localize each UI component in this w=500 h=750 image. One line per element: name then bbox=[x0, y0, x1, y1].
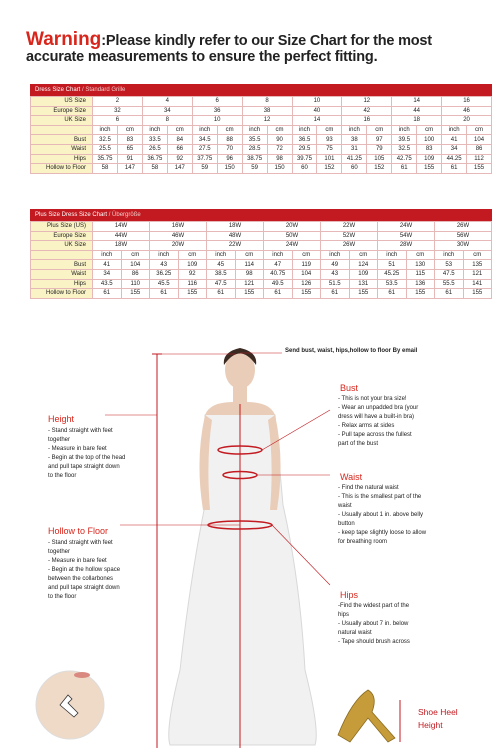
value-cell: 61 bbox=[207, 289, 236, 299]
unit-row bbox=[31, 125, 492, 135]
unit-cell: inch bbox=[321, 250, 350, 260]
value-cell: 101 bbox=[317, 154, 342, 164]
warning-word: Warning bbox=[26, 29, 102, 50]
value-cell: 152 bbox=[317, 164, 342, 174]
dress-shape bbox=[169, 408, 317, 746]
value-cell: 53 bbox=[435, 260, 464, 270]
note-line: hips bbox=[338, 612, 350, 618]
us-size-row bbox=[31, 97, 492, 107]
size-cell: 14 bbox=[292, 116, 342, 126]
value-cell: 135 bbox=[463, 260, 492, 270]
note-line: - Tape should brush across bbox=[338, 639, 410, 645]
unit-cell: cm bbox=[349, 250, 378, 260]
bust-title: Bust bbox=[340, 383, 359, 393]
row-label: Hips bbox=[31, 154, 93, 164]
size-cell: 46 bbox=[442, 106, 492, 116]
size-cell: 18W bbox=[93, 241, 150, 251]
size-cell: 14W bbox=[93, 222, 150, 232]
value-cell: 136 bbox=[406, 279, 435, 289]
unit-cell: cm bbox=[235, 250, 264, 260]
value-cell: 47.5 bbox=[207, 279, 236, 289]
size-cell: 12 bbox=[242, 116, 292, 126]
warning-banner bbox=[26, 29, 496, 65]
value-cell: 92 bbox=[167, 154, 192, 164]
value-cell: 152 bbox=[367, 164, 392, 174]
value-cell: 96 bbox=[217, 154, 242, 164]
size-cell: 22W bbox=[207, 241, 264, 251]
standard-header-sub: / Standard Grille bbox=[82, 87, 126, 93]
note-line: for breathing room bbox=[338, 539, 388, 545]
note-line: - keep tape slightly loose to allow bbox=[338, 530, 427, 536]
unit-cell: cm bbox=[467, 125, 492, 135]
value-cell: 98 bbox=[267, 154, 292, 164]
value-cell: 49.5 bbox=[264, 279, 293, 289]
value-cell: 105 bbox=[367, 154, 392, 164]
size-cell: 12 bbox=[342, 97, 392, 107]
value-cell: 53.5 bbox=[378, 279, 407, 289]
size-cell: 50W bbox=[264, 231, 321, 241]
value-cell: 115 bbox=[406, 269, 435, 279]
value-cell: 39.5 bbox=[392, 135, 417, 145]
value-cell: 130 bbox=[406, 260, 435, 270]
value-cell: 155 bbox=[467, 164, 492, 174]
row-label: US Size bbox=[31, 97, 93, 107]
unit-cell: cm bbox=[217, 125, 242, 135]
value-cell: 75 bbox=[317, 144, 342, 154]
unit-cell: cm bbox=[267, 125, 292, 135]
value-cell: 36.75 bbox=[142, 154, 167, 164]
size-cell: 2 bbox=[93, 97, 143, 107]
unit-cell: inch bbox=[292, 125, 317, 135]
value-cell: 155 bbox=[235, 289, 264, 299]
value-cell: 92 bbox=[178, 269, 207, 279]
note-line: part of the bust bbox=[338, 441, 379, 447]
value-cell: 110 bbox=[121, 279, 150, 289]
standard-header-main: Dress Size Chart bbox=[35, 87, 81, 93]
value-cell: 83 bbox=[417, 144, 442, 154]
value-cell: 43 bbox=[150, 260, 179, 270]
plus-header-main: Plus Size Dress Size Chart bbox=[35, 212, 108, 218]
hips-notes bbox=[338, 602, 453, 647]
note-line: to the floor bbox=[48, 473, 77, 479]
value-cell: 60 bbox=[292, 164, 317, 174]
measurement-row bbox=[31, 154, 492, 164]
note-line: - Measure in bare feet bbox=[48, 558, 107, 564]
plus-size-table bbox=[30, 221, 492, 299]
value-cell: 121 bbox=[235, 279, 264, 289]
size-cell: 46W bbox=[150, 231, 207, 241]
row-label: Bust bbox=[31, 260, 93, 270]
value-cell: 41 bbox=[442, 135, 467, 145]
value-cell: 126 bbox=[292, 279, 321, 289]
value-cell: 34 bbox=[93, 269, 122, 279]
row-label: Waist bbox=[31, 144, 93, 154]
value-cell: 65 bbox=[117, 144, 142, 154]
value-cell: 45.5 bbox=[150, 279, 179, 289]
value-cell: 60 bbox=[342, 164, 367, 174]
value-cell: 109 bbox=[349, 269, 378, 279]
row-label: Europe Size bbox=[31, 106, 93, 116]
warning-line2: accurate measurements to ensure the perfect fitting. bbox=[26, 49, 378, 65]
value-cell: 41.25 bbox=[342, 154, 367, 164]
row-label bbox=[31, 250, 93, 260]
row-label: Bust bbox=[31, 135, 93, 145]
value-cell: 61 bbox=[321, 289, 350, 299]
value-cell: 61 bbox=[435, 289, 464, 299]
note-line: between the collarbones bbox=[48, 576, 114, 582]
value-cell: 119 bbox=[292, 260, 321, 270]
measurement-row bbox=[31, 269, 492, 279]
unit-cell: inch bbox=[207, 250, 236, 260]
note-line: - Usually about 1 in. above belly bbox=[338, 512, 424, 518]
size-cell: 10 bbox=[192, 116, 242, 126]
note-line: - Pull tape across the fullest bbox=[338, 432, 412, 438]
size-cell: 6 bbox=[192, 97, 242, 107]
unit-cell: cm bbox=[417, 125, 442, 135]
unit-cell: cm bbox=[367, 125, 392, 135]
size-cell: 16 bbox=[442, 97, 492, 107]
note-line: - Find the natural waist bbox=[338, 485, 399, 491]
value-cell: 147 bbox=[117, 164, 142, 174]
row-label: Plus Size (US) bbox=[31, 222, 93, 232]
size-cell: 26W bbox=[321, 241, 378, 251]
shoe-label-line1: Shoe Heel bbox=[418, 707, 458, 717]
figure-top-note: Send bust, waist, hips,hollow to floor By email bbox=[285, 348, 418, 354]
measurement-row bbox=[31, 144, 492, 154]
note-line: dress will have a built-in bra) bbox=[338, 414, 415, 420]
value-cell: 36.25 bbox=[150, 269, 179, 279]
value-cell: 42.75 bbox=[392, 154, 417, 164]
note-line: - Usually about 7 in. below bbox=[338, 621, 409, 627]
value-cell: 25.5 bbox=[93, 144, 118, 154]
size-cell: 52W bbox=[321, 231, 378, 241]
size-cell: 6 bbox=[93, 116, 143, 126]
size-cell: 20 bbox=[442, 116, 492, 126]
note-line: together bbox=[48, 549, 71, 555]
value-cell: 31 bbox=[342, 144, 367, 154]
neck-shape bbox=[233, 386, 247, 404]
measurement-row bbox=[31, 164, 492, 174]
value-cell: 61 bbox=[264, 289, 293, 299]
us-size-row bbox=[31, 222, 492, 232]
value-cell: 104 bbox=[292, 269, 321, 279]
note-line: natural waist bbox=[338, 630, 372, 636]
value-cell: 51.5 bbox=[321, 279, 350, 289]
waist-title: Waist bbox=[340, 472, 363, 482]
row-label: Hips bbox=[31, 279, 93, 289]
unit-cell: inch bbox=[264, 250, 293, 260]
value-cell: 58 bbox=[93, 164, 118, 174]
note-line: button bbox=[338, 521, 355, 527]
measurement-row bbox=[31, 279, 492, 289]
value-cell: 109 bbox=[178, 260, 207, 270]
height-title: Height bbox=[48, 414, 75, 424]
value-cell: 59 bbox=[192, 164, 217, 174]
value-cell: 27.5 bbox=[192, 144, 217, 154]
size-cell: 30W bbox=[435, 241, 492, 251]
value-cell: 79 bbox=[367, 144, 392, 154]
size-cell: 32 bbox=[93, 106, 143, 116]
value-cell: 32.5 bbox=[93, 135, 118, 145]
note-line: - Begin at the hollow space bbox=[48, 567, 121, 573]
value-cell: 66 bbox=[167, 144, 192, 154]
value-cell: 38.5 bbox=[207, 269, 236, 279]
value-cell: 155 bbox=[349, 289, 378, 299]
unit-cell: inch bbox=[142, 125, 167, 135]
value-cell: 83 bbox=[117, 135, 142, 145]
value-cell: 98 bbox=[235, 269, 264, 279]
value-cell: 33.5 bbox=[142, 135, 167, 145]
value-cell: 26.5 bbox=[142, 144, 167, 154]
row-label: UK Size bbox=[31, 241, 93, 251]
value-cell: 61 bbox=[442, 164, 467, 174]
height-notes bbox=[48, 427, 153, 481]
measurement-row bbox=[31, 135, 492, 145]
bust-notes bbox=[338, 395, 453, 449]
note-line: - Relax arms at sides bbox=[338, 423, 395, 429]
size-cell: 16W bbox=[150, 222, 207, 232]
value-cell: 35.5 bbox=[242, 135, 267, 145]
value-cell: 29.5 bbox=[292, 144, 317, 154]
value-cell: 32.5 bbox=[392, 144, 417, 154]
value-cell: 61 bbox=[392, 164, 417, 174]
row-label: Hollow to Floor bbox=[31, 289, 93, 299]
size-cell: 18W bbox=[207, 222, 264, 232]
value-cell: 61 bbox=[378, 289, 407, 299]
value-cell: 155 bbox=[406, 289, 435, 299]
row-label: UK Size bbox=[31, 116, 93, 126]
value-cell: 34.5 bbox=[192, 135, 217, 145]
value-cell: 43.5 bbox=[93, 279, 122, 289]
row-label: Waist bbox=[31, 269, 93, 279]
measurement-row bbox=[31, 260, 492, 270]
size-cell: 10 bbox=[292, 97, 342, 107]
size-cell: 18 bbox=[392, 116, 442, 126]
size-cell: 26W bbox=[435, 222, 492, 232]
size-cell: 8 bbox=[142, 116, 192, 126]
unit-cell: inch bbox=[378, 250, 407, 260]
unit-cell: cm bbox=[117, 125, 142, 135]
note-line: - Stand straight with feet bbox=[48, 428, 113, 434]
value-cell: 34 bbox=[442, 144, 467, 154]
unit-cell: cm bbox=[317, 125, 342, 135]
value-cell: 150 bbox=[267, 164, 292, 174]
shoe-icon bbox=[338, 690, 395, 742]
shoe-heel-height-label bbox=[418, 706, 458, 732]
size-cell: 42 bbox=[342, 106, 392, 116]
value-cell: 112 bbox=[467, 154, 492, 164]
unit-cell: cm bbox=[292, 250, 321, 260]
value-cell: 36.5 bbox=[292, 135, 317, 145]
unit-cell: inch bbox=[150, 250, 179, 260]
value-cell: 47.5 bbox=[435, 269, 464, 279]
size-cell: 36 bbox=[192, 106, 242, 116]
value-cell: 43 bbox=[321, 269, 350, 279]
value-cell: 155 bbox=[417, 164, 442, 174]
size-cell: 4 bbox=[142, 97, 192, 107]
plus-size-chart-header bbox=[30, 209, 492, 221]
note-line: waist bbox=[338, 503, 352, 509]
note-line: together bbox=[48, 437, 71, 443]
hollow-to-floor-title: Hollow to Floor bbox=[48, 526, 109, 536]
value-cell: 114 bbox=[235, 260, 264, 270]
value-cell: 58 bbox=[142, 164, 167, 174]
uk-size-row bbox=[31, 116, 492, 126]
size-cell: 22W bbox=[321, 222, 378, 232]
row-label bbox=[31, 125, 93, 135]
note-line: to the floor bbox=[48, 594, 77, 600]
size-cell: 40 bbox=[292, 106, 342, 116]
note-line: - This is not your bra size! bbox=[338, 396, 407, 402]
value-cell: 86 bbox=[121, 269, 150, 279]
row-label: Hollow to Floor bbox=[31, 164, 93, 174]
value-cell: 155 bbox=[463, 289, 492, 299]
waist-notes bbox=[338, 484, 458, 547]
value-cell: 35.75 bbox=[93, 154, 118, 164]
value-cell: 90 bbox=[267, 135, 292, 145]
unit-cell: inch bbox=[342, 125, 367, 135]
value-cell: 104 bbox=[467, 135, 492, 145]
value-cell: 37.75 bbox=[192, 154, 217, 164]
size-cell: 24W bbox=[264, 241, 321, 251]
value-cell: 28.5 bbox=[242, 144, 267, 154]
size-cell: 44W bbox=[93, 231, 150, 241]
value-cell: 59 bbox=[242, 164, 267, 174]
value-cell: 38 bbox=[342, 135, 367, 145]
value-cell: 55.5 bbox=[435, 279, 464, 289]
size-cell: 44 bbox=[392, 106, 442, 116]
note-line: - Measure in bare feet bbox=[48, 446, 107, 452]
size-cell: 48W bbox=[207, 231, 264, 241]
value-cell: 38.75 bbox=[242, 154, 267, 164]
size-cell: 34 bbox=[142, 106, 192, 116]
value-cell: 147 bbox=[167, 164, 192, 174]
size-cell: 16 bbox=[342, 116, 392, 126]
value-cell: 150 bbox=[217, 164, 242, 174]
unit-row bbox=[31, 250, 492, 260]
value-cell: 70 bbox=[217, 144, 242, 154]
unit-cell: inch bbox=[93, 250, 122, 260]
standard-size-table bbox=[30, 96, 492, 174]
value-cell: 84 bbox=[167, 135, 192, 145]
note-line: - Begin at the top of the head bbox=[48, 455, 126, 461]
value-cell: 51 bbox=[378, 260, 407, 270]
size-cell: 28W bbox=[378, 241, 435, 251]
europe-size-row bbox=[31, 231, 492, 241]
value-cell: 41 bbox=[93, 260, 122, 270]
value-cell: 40.75 bbox=[264, 269, 293, 279]
value-cell: 88 bbox=[217, 135, 242, 145]
size-cell: 20W bbox=[150, 241, 207, 251]
unit-cell: cm bbox=[406, 250, 435, 260]
size-cell: 8 bbox=[242, 97, 292, 107]
unit-cell: inch bbox=[192, 125, 217, 135]
note-line: - This is the smallest part of the bbox=[338, 494, 422, 500]
unit-cell: inch bbox=[242, 125, 267, 135]
size-cell: 20W bbox=[264, 222, 321, 232]
unit-cell: inch bbox=[93, 125, 118, 135]
note-line: and pull tape straight down bbox=[48, 464, 120, 470]
value-cell: 61 bbox=[93, 289, 122, 299]
size-cell: 14 bbox=[392, 97, 442, 107]
size-cell: 38 bbox=[242, 106, 292, 116]
value-cell: 93 bbox=[317, 135, 342, 145]
unit-cell: cm bbox=[121, 250, 150, 260]
value-cell: 124 bbox=[349, 260, 378, 270]
europe-size-row bbox=[31, 106, 492, 116]
note-line: and pull tape straight down bbox=[48, 585, 120, 591]
row-label: Europe Size bbox=[31, 231, 93, 241]
size-cell: 56W bbox=[435, 231, 492, 241]
value-cell: 44.25 bbox=[442, 154, 467, 164]
plus-header-sub: / Übergröße bbox=[108, 212, 141, 218]
unit-cell: cm bbox=[178, 250, 207, 260]
unit-cell: inch bbox=[435, 250, 464, 260]
value-cell: 45.25 bbox=[378, 269, 407, 279]
value-cell: 45 bbox=[207, 260, 236, 270]
warning-line1: :Please kindly refer to our Size Chart for the most bbox=[101, 33, 432, 49]
value-cell: 97 bbox=[367, 135, 392, 145]
unit-cell: inch bbox=[392, 125, 417, 135]
value-cell: 39.75 bbox=[292, 154, 317, 164]
value-cell: 121 bbox=[463, 269, 492, 279]
note-line: -Find the widest part of the bbox=[338, 603, 410, 609]
shoe-label-line2: Height bbox=[418, 720, 443, 730]
value-cell: 86 bbox=[467, 144, 492, 154]
value-cell: 155 bbox=[178, 289, 207, 299]
uk-size-row bbox=[31, 241, 492, 251]
value-cell: 104 bbox=[121, 260, 150, 270]
value-cell: 116 bbox=[178, 279, 207, 289]
value-cell: 91 bbox=[117, 154, 142, 164]
value-cell: 155 bbox=[121, 289, 150, 299]
value-cell: 109 bbox=[417, 154, 442, 164]
value-cell: 155 bbox=[292, 289, 321, 299]
hollow-to-floor-notes bbox=[48, 539, 153, 602]
neck-closeup-lips bbox=[74, 672, 90, 678]
standard-size-chart-header bbox=[30, 84, 492, 96]
size-cell: 24W bbox=[378, 222, 435, 232]
value-cell: 47 bbox=[264, 260, 293, 270]
hips-title: Hips bbox=[340, 590, 359, 600]
value-cell: 49 bbox=[321, 260, 350, 270]
note-line: - Stand straight with feet bbox=[48, 540, 113, 546]
value-cell: 131 bbox=[349, 279, 378, 289]
value-cell: 72 bbox=[267, 144, 292, 154]
value-cell: 100 bbox=[417, 135, 442, 145]
unit-cell: cm bbox=[463, 250, 492, 260]
note-line: - Wear an unpadded bra (your bbox=[338, 405, 419, 411]
unit-cell: cm bbox=[167, 125, 192, 135]
value-cell: 61 bbox=[150, 289, 179, 299]
value-cell: 141 bbox=[463, 279, 492, 289]
unit-cell: inch bbox=[442, 125, 467, 135]
measurement-row bbox=[31, 289, 492, 299]
size-cell: 54W bbox=[378, 231, 435, 241]
